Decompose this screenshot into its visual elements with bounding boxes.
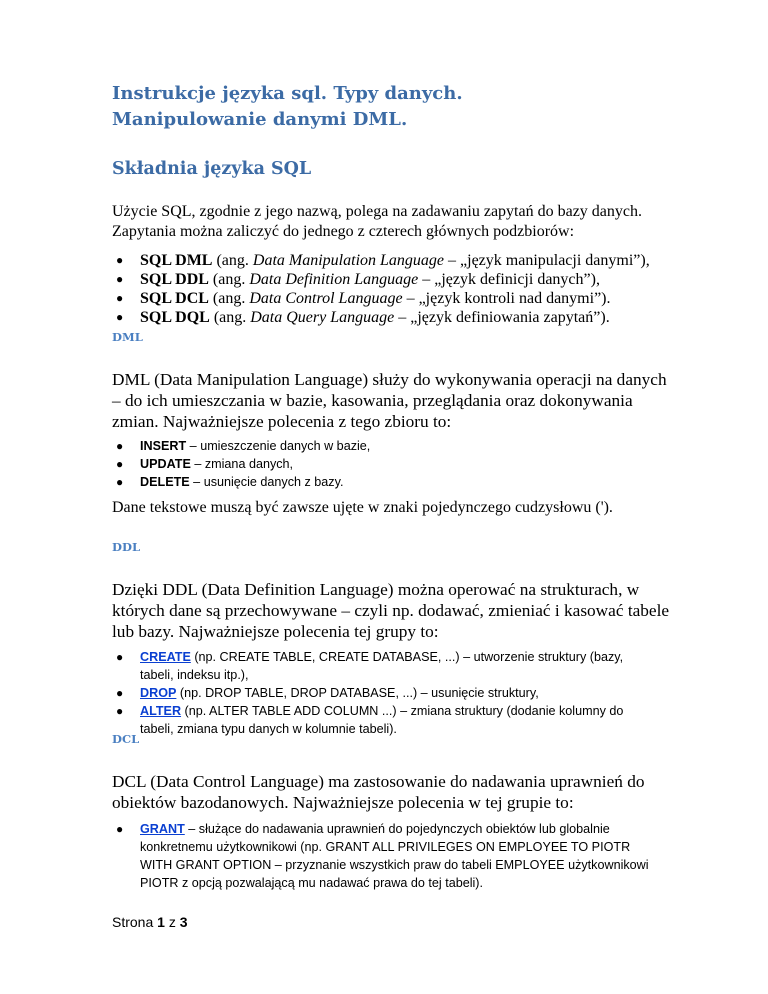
bullet-icon: ● (116, 704, 124, 718)
list-item: ● INSERT – umieszczenie danych w bazie, (116, 439, 371, 453)
page-number-footer: Strona 1 z 3 (112, 914, 188, 930)
bullet-icon: ● (116, 291, 124, 305)
list-item: ● SQL DDL (ang. Data Definition Language – „język definicji danych”), (116, 271, 600, 288)
ddl-commands-list (112, 648, 652, 738)
document-title-line-2: Manipulowanie danymi DML. (112, 109, 408, 130)
document-title-line-1: Instrukcje języka sql. Typy danych. (112, 83, 463, 104)
drop-link[interactable]: DROP (140, 686, 177, 700)
alter-link[interactable]: ALTER (140, 704, 182, 718)
list-item: ● SQL DQL (ang. Data Query Language – „język definiowania zapytań”). (116, 309, 610, 326)
list-item: ● DELETE – usunięcie danych z bazy. (116, 475, 344, 489)
list-item: ● SQL DML (ang. Data Manipulation Language – „język manipulacji danymi”), (116, 252, 650, 269)
section-heading-ddl: DDL (112, 540, 141, 554)
bullet-icon: ● (116, 457, 124, 471)
total-pages: 3 (179, 914, 188, 930)
list-item: ● CREATE (np. CREATE TABLE, CREATE DATABASE, ...) – utworzenie struktury (bazy, tabeli, indeksu itp.), (116, 650, 624, 682)
list-item: ● ALTER (np. ALTER TABLE ADD COLUMN ...) – zmiana struktury (dodanie kolumny do tabeli, zmiana typu danych w kolumnie tabeli). (116, 704, 624, 736)
list-item: ● SQL DCL (ang. Data Control Language – „język kontroli nad danymi”). (116, 290, 611, 307)
section-heading-dml: DML (112, 330, 143, 344)
syntax-intro-paragraph: Użycie SQL, zgodnie z jego nazwą, polega na zadawaniu zapytań do bazy danych. Zapytania można zaliczyć do jednego z czterech głównych podzbiorów: (112, 203, 642, 240)
bullet-icon: ● (116, 686, 124, 700)
list-item: ● UPDATE – zmiana danych, (116, 457, 294, 471)
bullet-icon: ● (116, 272, 124, 286)
dml-intro-paragraph: DML (Data Manipulation Language) służy do wykonywania operacji na danych – do ich umieszczania w bazie, kasowania, przeglądania oraz dokonywania zmian. Najważniejsze polecenia z tego zbioru to: (112, 370, 667, 431)
list-item: ● GRANT – służące do nadawania uprawnień do pojedynczych obiektów lub globalnie konkretnemu użytkownikowi (np. GRANT ALL PRIVILEGES ON EMPLOYEE TO PIOTR WITH GRANT OPTION – przyznanie wszystkich praw do tabeli EMPLOYEE użytkownikowi PIOTR z opcją pozwalającą mu nadawać prawa do tej tabeli). (116, 822, 649, 890)
sql-subsets-list (112, 251, 650, 327)
bullet-icon: ● (116, 310, 124, 324)
ddl-intro-paragraph: Dzięki DDL (Data Definition Language) można operować na strukturach, w których dane są przechowywane – czyli np. dodawać, zmieniać i kasować tabele lub bazy. Najważniejsze polecenia tej grupy to: (112, 580, 670, 641)
bullet-icon: ● (116, 822, 124, 836)
grant-link[interactable]: GRANT (140, 822, 185, 836)
dml-quote-note: Dane tekstowe muszą być zawsze ujęte w znaki pojedynczego cudzysłowu ('). (112, 499, 613, 516)
current-page: 1 (157, 914, 165, 930)
bullet-icon: ● (116, 439, 124, 453)
dml-commands-list (112, 437, 652, 491)
dcl-commands-list (112, 820, 652, 892)
section-heading-dcl: DCL (112, 732, 140, 746)
bullet-icon: ● (116, 253, 124, 267)
list-item: ● DROP (np. DROP TABLE, DROP DATABASE, ...) – usunięcie struktury, (116, 686, 539, 700)
dcl-intro-paragraph: DCL (Data Control Language) ma zastosowanie do nadawania uprawnień do obiektów bazodanowych. Najważniejsze polecenia w tej grupie to: (112, 772, 645, 812)
create-link[interactable]: CREATE (140, 650, 191, 664)
bullet-icon: ● (116, 475, 124, 489)
bullet-icon: ● (116, 650, 124, 664)
section-heading-syntax: Składnia języka SQL (112, 159, 312, 179)
